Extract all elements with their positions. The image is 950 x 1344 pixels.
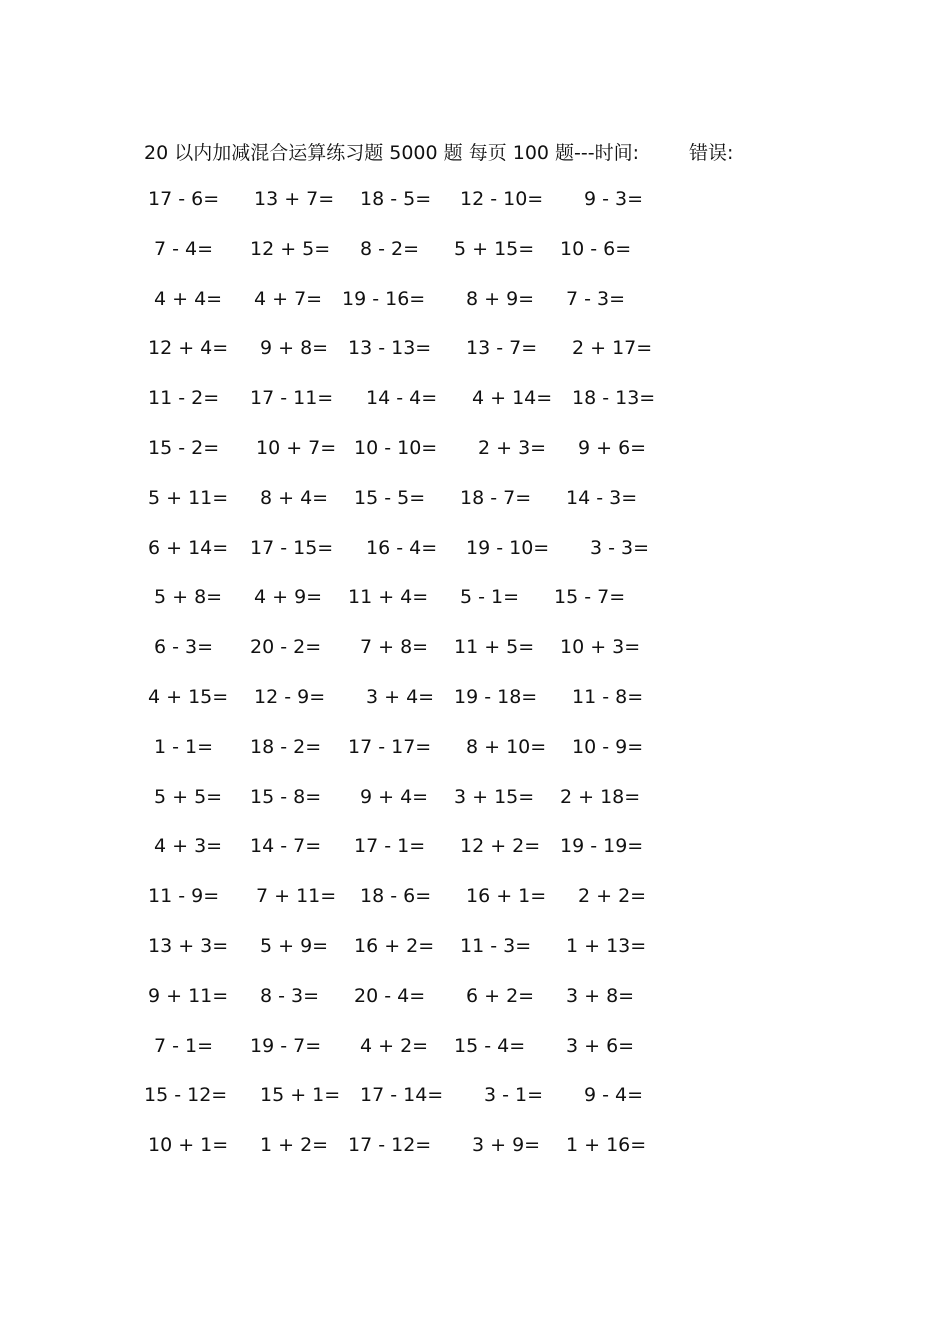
problem-item: 17 - 15= <box>250 536 334 559</box>
problem-grid <box>0 186 950 1182</box>
problem-item: 18 - 13= <box>572 387 656 410</box>
problem-item: 13 + 7= <box>254 188 335 210</box>
problem-item: 19 - 18= <box>454 685 538 708</box>
problem-item: 3 - 1= <box>484 1084 544 1107</box>
problem-item: 12 + 4= <box>148 337 229 360</box>
problem-item: 4 + 3= <box>154 835 223 858</box>
problem-item: 11 - 2= <box>148 387 220 410</box>
problem-item: 5 + 5= <box>154 785 223 808</box>
problem-item: 15 - 4= <box>454 1034 526 1057</box>
problem-item: 16 - 4= <box>366 536 438 559</box>
problem-item: 8 - 3= <box>260 984 320 1007</box>
problem-row <box>0 385 950 435</box>
problem-item: 5 + 9= <box>260 934 329 957</box>
problem-item: 17 - 1= <box>354 835 426 858</box>
problem-item: 19 - 10= <box>466 536 550 559</box>
problem-item: 12 - 10= <box>460 188 544 210</box>
problem-row <box>0 1033 950 1083</box>
problem-item: 11 + 4= <box>348 586 429 609</box>
problem-item: 10 + 7= <box>256 436 337 459</box>
problem-item: 11 + 5= <box>454 636 535 659</box>
problem-item: 4 + 9= <box>254 586 323 609</box>
problem-item: 8 + 4= <box>260 486 329 509</box>
problem-item: 18 - 5= <box>360 188 432 210</box>
problem-item: 4 + 7= <box>254 287 323 310</box>
problem-item: 3 + 15= <box>454 785 535 808</box>
problem-item: 18 - 2= <box>250 735 322 758</box>
problem-row <box>0 236 950 286</box>
problem-item: 2 + 17= <box>572 337 653 360</box>
problem-row <box>0 883 950 933</box>
problem-row <box>0 784 950 834</box>
problem-item: 4 + 2= <box>360 1034 429 1057</box>
error-label: 错误: <box>689 142 734 164</box>
problem-row <box>0 485 950 535</box>
problem-item: 3 - 3= <box>590 536 650 559</box>
problem-item: 7 + 8= <box>360 636 429 659</box>
problem-item: 15 + 1= <box>260 1084 341 1107</box>
problem-row <box>0 983 950 1033</box>
problem-item: 3 + 6= <box>566 1034 635 1057</box>
problem-item: 11 - 3= <box>460 934 532 957</box>
problem-item: 3 + 8= <box>566 984 635 1007</box>
problem-item: 7 - 1= <box>154 1034 214 1057</box>
problem-item: 17 - 17= <box>348 735 432 758</box>
problem-item: 18 - 6= <box>360 885 432 908</box>
problem-item: 19 - 19= <box>560 835 644 858</box>
problem-item: 2 + 3= <box>478 436 547 459</box>
problem-item: 15 - 5= <box>354 486 426 509</box>
problem-row <box>0 933 950 983</box>
problem-item: 11 - 8= <box>572 685 644 708</box>
problem-row <box>0 435 950 485</box>
problem-row <box>0 684 950 734</box>
problem-row <box>0 734 950 784</box>
problem-item: 9 + 8= <box>260 337 329 360</box>
problem-item: 10 - 10= <box>354 436 438 459</box>
problem-item: 5 - 1= <box>460 586 520 609</box>
problem-item: 7 + 11= <box>256 885 337 908</box>
problem-item: 20 - 2= <box>250 636 322 659</box>
problem-row <box>0 286 950 336</box>
worksheet-header <box>144 138 734 165</box>
problem-item: 5 + 8= <box>154 586 223 609</box>
problem-item: 2 + 2= <box>578 885 647 908</box>
problem-item: 4 + 14= <box>472 387 553 410</box>
problem-item: 15 - 12= <box>144 1084 228 1107</box>
problem-item: 12 + 5= <box>250 237 331 260</box>
problem-row <box>0 1132 950 1182</box>
problem-row <box>0 833 950 883</box>
problem-item: 17 - 6= <box>148 188 220 210</box>
problem-item: 15 - 7= <box>554 586 626 609</box>
problem-item: 9 - 4= <box>584 1084 644 1107</box>
problem-item: 9 + 4= <box>360 785 429 808</box>
problem-row <box>0 186 950 236</box>
problem-item: 11 - 9= <box>148 885 220 908</box>
problem-item: 17 - 12= <box>348 1134 432 1157</box>
problem-item: 9 - 3= <box>584 188 644 210</box>
problem-item: 10 + 1= <box>148 1134 229 1157</box>
problem-row <box>0 634 950 684</box>
problem-item: 14 - 3= <box>566 486 638 509</box>
problem-item: 1 + 13= <box>566 934 647 957</box>
problem-row <box>0 335 950 385</box>
problem-item: 10 - 9= <box>572 735 644 758</box>
problem-item: 16 + 2= <box>354 934 435 957</box>
problem-item: 16 + 1= <box>466 885 547 908</box>
problem-item: 17 - 14= <box>360 1084 444 1107</box>
problem-item: 19 - 16= <box>342 287 426 310</box>
problem-item: 1 + 16= <box>566 1134 647 1157</box>
problem-item: 4 + 4= <box>154 287 223 310</box>
problem-item: 3 + 4= <box>366 685 435 708</box>
problem-item: 5 + 11= <box>148 486 229 509</box>
problem-item: 15 - 2= <box>148 436 220 459</box>
problem-item: 13 - 13= <box>348 337 432 360</box>
problem-item: 6 + 2= <box>466 984 535 1007</box>
problem-item: 10 - 6= <box>560 237 632 260</box>
worksheet-title: 20 以内加减混合运算练习题 5000 题 每页 100 题---时间: <box>144 142 640 164</box>
problem-item: 1 + 2= <box>260 1134 329 1157</box>
problem-item: 9 + 11= <box>148 984 229 1007</box>
problem-item: 12 - 9= <box>254 685 326 708</box>
problem-item: 12 + 2= <box>460 835 541 858</box>
problem-item: 2 + 18= <box>560 785 641 808</box>
problem-item: 8 - 2= <box>360 237 420 260</box>
problem-item: 20 - 4= <box>354 984 426 1007</box>
problem-item: 6 - 3= <box>154 636 214 659</box>
problem-item: 13 - 7= <box>466 337 538 360</box>
problem-row <box>0 1082 950 1132</box>
problem-item: 3 + 9= <box>472 1134 541 1157</box>
problem-item: 8 + 9= <box>466 287 535 310</box>
problem-item: 10 + 3= <box>560 636 641 659</box>
problem-item: 13 + 3= <box>148 934 229 957</box>
problem-item: 7 - 4= <box>154 237 214 260</box>
problem-item: 19 - 7= <box>250 1034 322 1057</box>
problem-item: 7 - 3= <box>566 287 626 310</box>
problem-item: 18 - 7= <box>460 486 532 509</box>
problem-item: 4 + 15= <box>148 685 229 708</box>
problem-item: 9 + 6= <box>578 436 647 459</box>
problem-row <box>0 535 950 585</box>
problem-item: 14 - 7= <box>250 835 322 858</box>
problem-item: 14 - 4= <box>366 387 438 410</box>
problem-item: 15 - 8= <box>250 785 322 808</box>
problem-item: 17 - 11= <box>250 387 334 410</box>
problem-item: 5 + 15= <box>454 237 535 260</box>
problem-row <box>0 584 950 634</box>
problem-item: 1 - 1= <box>154 735 214 758</box>
problem-item: 6 + 14= <box>148 536 229 559</box>
problem-item: 8 + 10= <box>466 735 547 758</box>
